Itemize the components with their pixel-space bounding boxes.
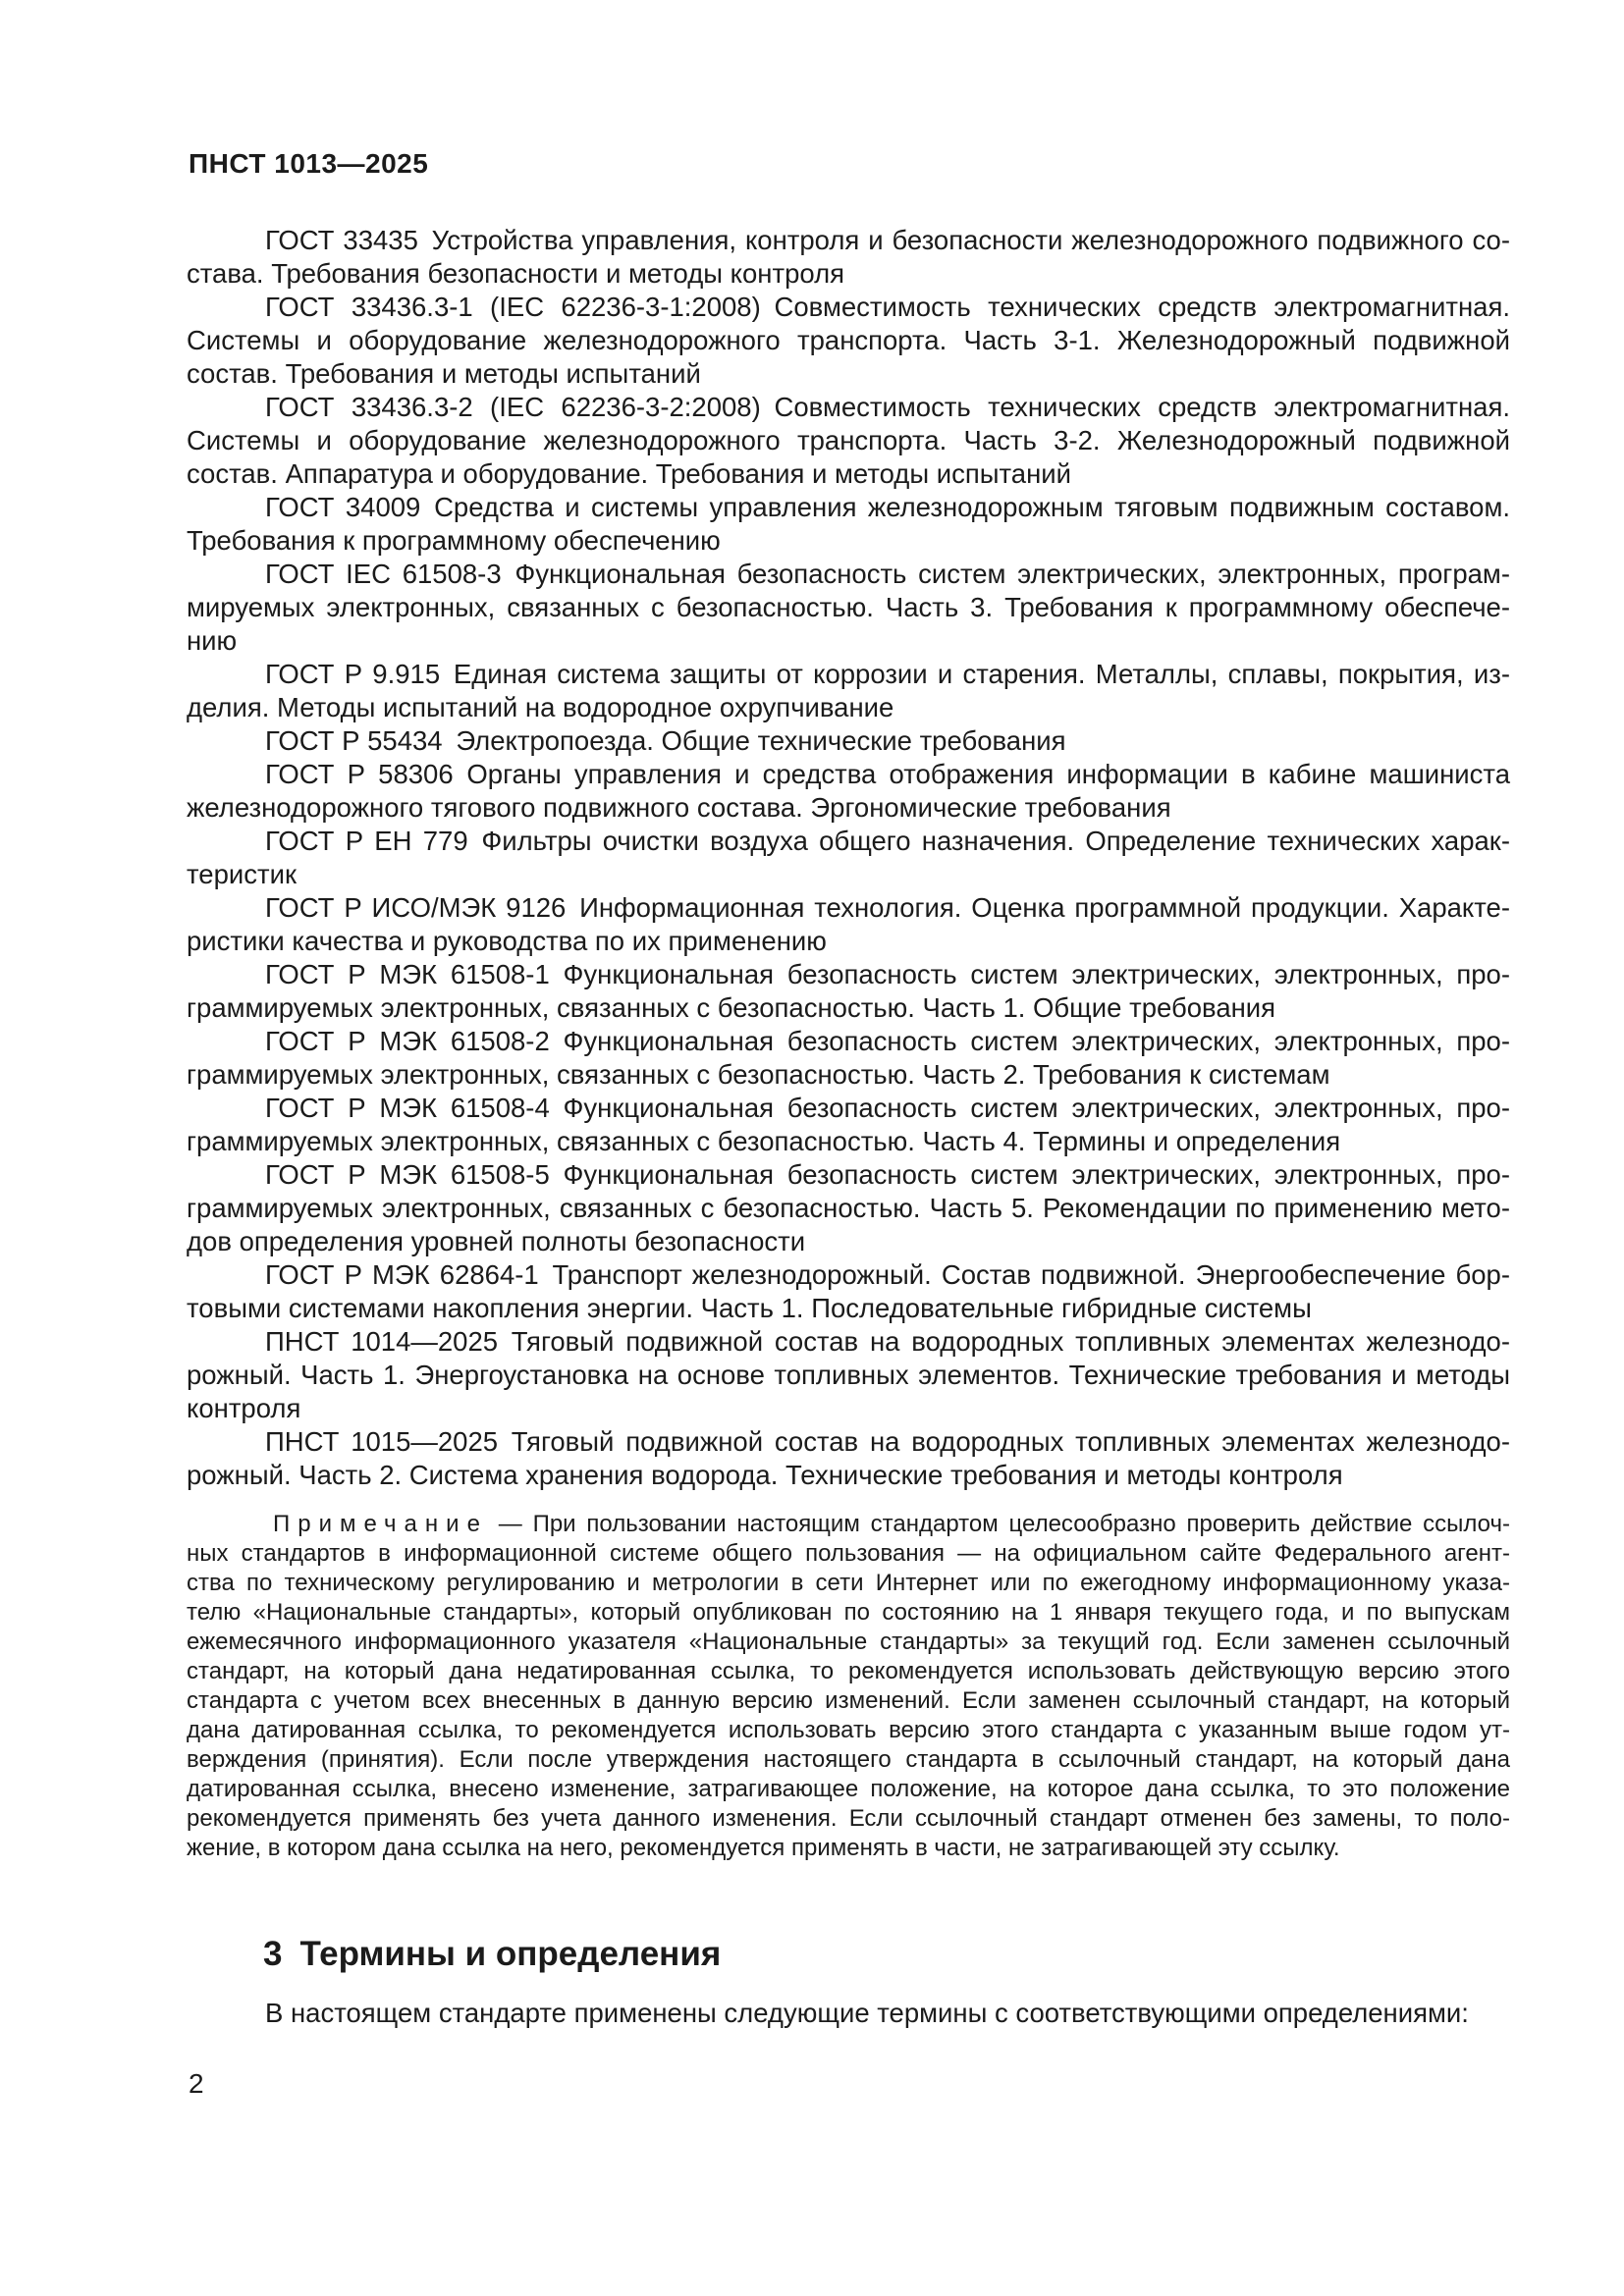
reference-line: ГОСТ Р МЭК 61508-5 Функциональная безопасность систем электрических, электронных, про- [265, 1159, 1510, 1190]
reference-line: железнодорожного тягового подвижного состава. Эргономические требования [187, 792, 1171, 823]
reference-paragraph [187, 758, 1510, 825]
reference-paragraph [187, 391, 1510, 491]
reference-line: состав. Требования и методы испытаний [187, 358, 701, 389]
reference-line: граммируемых электронных, связанных с безопасностью. Часть 4. Термины и определения [187, 1126, 1341, 1156]
note-line: ства по техническому регулированию и метрологии в сети Интернет или по ежегодному информационному указа- [187, 1570, 1510, 1596]
page-number: 2 [189, 2068, 204, 2099]
reference-line: граммируемых электронных, связанных с безопасностью. Часть 2. Требования к системам [187, 1059, 1330, 1090]
reference-line: теристик [187, 859, 297, 889]
reference-paragraph [187, 825, 1510, 891]
reference-line: граммируемых электронных, связанных с безопасностью. Часть 5. Рекомендации по применению мето- [187, 1193, 1510, 1223]
reference-paragraph [187, 224, 1510, 291]
reference-line: Системы и оборудование железнодорожного транспорта. Часть 3-1. Железнодорожный подвижной [187, 325, 1510, 355]
note-line: ежемесячного информационного указателя «Национальные стандарты» за текущий год. Если заменен ссылочный [187, 1629, 1510, 1655]
reference-paragraph [187, 1258, 1510, 1325]
section-number: 3 [263, 1935, 283, 1973]
page-content [187, 224, 1510, 2030]
reference-line: ГОСТ 33435 Устройства управления, контроля и безопасности железнодорожного подвижного со- [265, 225, 1510, 255]
reference-paragraph [187, 291, 1510, 391]
note-label: Примечание [273, 1511, 488, 1537]
reference-line: мируемых электронных, связанных с безопасностью. Часть 3. Требования к программному обеспече- [187, 592, 1510, 622]
note-line [187, 1510, 1510, 1539]
reference-line: ристики качества и руководства по их применению [187, 926, 827, 956]
reference-line: ГОСТ 33436.3-2 (IEC 62236-3-2:2008) Совместимость технических средств электромагнитная. [265, 392, 1510, 422]
reference-line: ПНСТ 1015—2025 Тяговый подвижной состав на водородных топливных элементах железнодо- [265, 1426, 1510, 1457]
reference-paragraph [187, 1025, 1510, 1092]
note-line: дана датированная ссылка, то рекомендуется использовать версию этого стандарта с указанным выше годом ут- [187, 1717, 1510, 1743]
reference-paragraph [187, 1158, 1510, 1258]
reference-line: ГОСТ Р ИСО/МЭК 9126 Информационная технология. Оценка программной продукции. Характе- [265, 892, 1510, 923]
reference-paragraph [187, 724, 1510, 758]
reference-paragraph [187, 958, 1510, 1025]
reference-line: ГОСТ Р 58306 Органы управления и средства отображения информации в кабине машиниста [265, 759, 1510, 789]
note-line: датированная ссылка, внесено изменение, затрагивающее положение, на которое дана ссылка, то это положение [187, 1776, 1510, 1802]
reference-line: ГОСТ Р МЭК 62864-1 Транспорт железнодорожный. Состав подвижной. Энергообеспечение бор- [265, 1259, 1510, 1290]
reference-line: ГОСТ Р МЭК 61508-2 Функциональная безопасность систем электрических, электронных, про- [265, 1026, 1510, 1056]
reference-line: граммируемых электронных, связанных с безопасностью. Часть 1. Общие требования [187, 992, 1276, 1023]
reference-line: товыми системами накопления энергии. Часть 1. Последовательные гибридные системы [187, 1293, 1312, 1323]
reference-line: ГОСТ Р МЭК 61508-1 Функциональная безопасность систем электрических, электронных, про- [265, 959, 1510, 989]
reference-line: ГОСТ 34009 Средства и системы управления железнодорожным тяговым подвижным составом. [265, 492, 1510, 522]
note-line: телю «Национальные стандарты», который опубликован по состоянию на 1 января текущего года, и по выпускам [187, 1599, 1510, 1626]
reference-line: дов определения уровней полноты безопасности [187, 1226, 806, 1256]
reference-line: контроля [187, 1393, 301, 1423]
reference-paragraph [187, 1092, 1510, 1158]
references-list [187, 224, 1510, 1492]
reference-line: ГОСТ Р ЕН 779 Фильтры очистки воздуха общего назначения. Определение технических харак- [265, 826, 1510, 856]
reference-line: ГОСТ Р МЭК 61508-4 Функциональная безопасность систем электрических, электронных, про- [265, 1093, 1510, 1123]
reference-line: рожный. Часть 2. Система хранения водорода. Технические требования и методы контроля [187, 1460, 1343, 1490]
reference-line: делия. Методы испытаний на водородное охрупчивание [187, 692, 894, 722]
section-heading [187, 1934, 1510, 1975]
note-line: рекомендуется применять без учета данного изменения. Если ссылочный стандарт отменен без замены, то поло- [187, 1805, 1510, 1832]
reference-line: ГОСТ 33436.3-1 (IEC 62236-3-1:2008) Совместимость технических средств электромагнитная. [265, 292, 1510, 322]
reference-paragraph [187, 491, 1510, 558]
reference-paragraph [187, 891, 1510, 958]
reference-line: ПНСТ 1014—2025 Тяговый подвижной состав на водородных топливных элементах железнодо- [265, 1326, 1510, 1357]
note-line: жение, в котором дана ссылка на него, рекомендуется применять в части, не затрагивающей эту ссылку. [187, 1835, 1340, 1861]
page-header: ПНСТ 1013—2025 [189, 148, 429, 179]
reference-line: ГОСТ Р 55434 Электропоезда. Общие технические требования [265, 725, 1066, 756]
note-block [187, 1510, 1510, 1863]
reference-paragraph [187, 558, 1510, 658]
reference-line: става. Требования безопасности и методы контроля [187, 258, 845, 289]
reference-paragraph [187, 658, 1510, 724]
note-line: стандарт, на который дана недатированная ссылка, то рекомендуется использовать действующую версию этого [187, 1658, 1510, 1684]
reference-line: нию [187, 625, 238, 656]
reference-line: ГОСТ Р 9.915 Единая система защиты от коррозии и старения. Металлы, сплавы, покрытия, из- [265, 659, 1510, 689]
reference-paragraph [187, 1325, 1510, 1425]
note-line: стандарта с учетом всех внесенных в данную версию изменений. Если заменен ссылочный стандарт, на который [187, 1687, 1510, 1714]
reference-line: Требования к программному обеспечению [187, 525, 721, 556]
section-title: Термины и определения [299, 1935, 722, 1973]
section-intro: В настоящем стандарте применены следующие термины с соответствующими определениями: [265, 1998, 1469, 2028]
note-line: верждения (принятия). Если после утверждения настоящего стандарта в ссылочный стандарт, на который дана [187, 1746, 1510, 1773]
reference-line: состав. Аппаратура и оборудование. Требования и методы испытаний [187, 458, 1072, 489]
reference-line: Системы и оборудование железнодорожного транспорта. Часть 3-2. Железнодорожный подвижной [187, 425, 1510, 455]
note-line: ных стандартов в информационной системе общего пользования — на официальном сайте Федерального агент- [187, 1540, 1510, 1567]
reference-paragraph [187, 1425, 1510, 1492]
note-first-line-text: — При пользовании настоящим стандартом целесообразно проверить действие ссылоч- [487, 1511, 1510, 1537]
reference-line: рожный. Часть 1. Энергоустановка на основе топливных элементов. Технические требования и методы [187, 1360, 1510, 1390]
reference-line: ГОСТ IEC 61508-3 Функциональная безопасность систем электрических, электронных, програм- [265, 559, 1510, 589]
